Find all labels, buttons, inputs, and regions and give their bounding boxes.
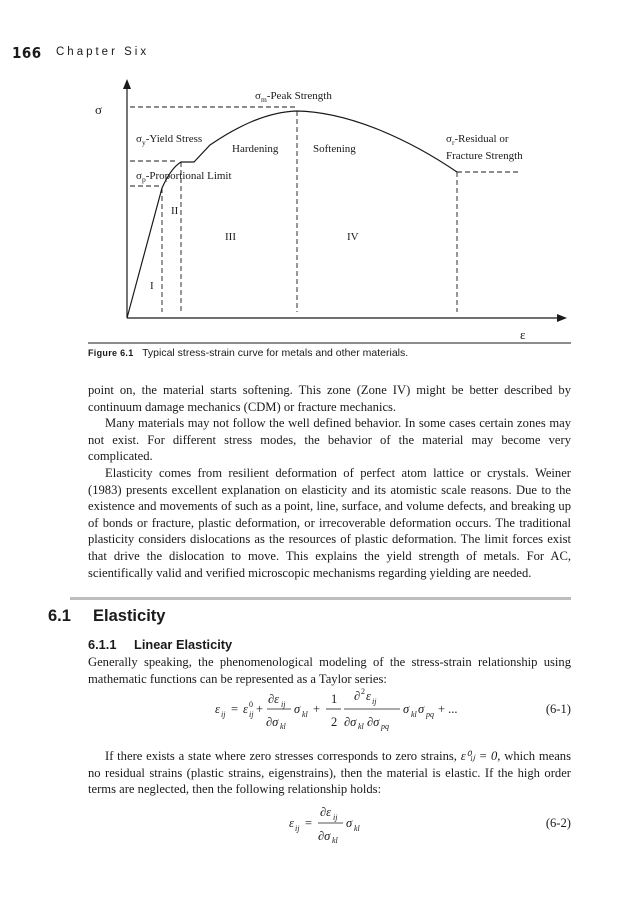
svg-text:2: 2 [361,687,365,696]
svg-text:0: 0 [249,700,253,709]
svg-text:kl: kl [280,722,286,731]
svg-text:σ: σ [294,702,301,716]
equation-6-2 [0,800,621,848]
stress-strain-figure [0,0,621,360]
svg-text:=: = [305,816,313,830]
softening-label: Softening [313,143,356,155]
taylor-intro-paragraph: Generally speaking, the phenomenological modeling of the stress-strain relationship using mathematic functions can be represented as a Taylor series: [88,655,571,686]
epsilon-axis-arrow [557,314,567,322]
subsection-title: Linear Elasticity [134,637,233,652]
page-number: 166 [12,44,42,62]
svg-text:kl: kl [411,710,417,719]
svg-text:∂σ: ∂σ [367,715,380,729]
section-title: Elasticity [93,607,166,625]
elastic-condition-paragraph: If there exists a state where zero stresses corresponds to zero strains, ε⁰ᵢⱼ = 0, which means no residual strains (plastic strains, eigenstrains), then the material is elastic. If the high order terms are neglected, then the following relationship holds: [88,749,572,797]
paragraph-3: Elasticity comes from resilient deformation of perfect atom lattice or crystals. Weiner (1983) presents excellent explanation on elasticity and its atomistic scale reasons. Due to the existence and movements of such as a point, line, surface, and volume defects, and breaking up of bonds or fracture, plastic deformation, or irrecoverable deformation occurs. The traditional plasticity considers dislocations as the resources of plastic deformation. The limit forces exist that drive the dislocation to move. This explains the yield strength of metals. For AC, scientifically valid and verified microscopic mechanisms regarding yielding are needed. [88,465,571,580]
svg-text:ij: ij [221,710,226,719]
taylor-intro-text [88,654,571,687]
svg-text:∂: ∂ [354,689,361,703]
svg-text:+: + [313,702,321,716]
paragraph-1: point on, the material starts softening. This zone (Zone IV) might be better described by continuum damage mechanics (CDM) or fracture mechanics. [88,383,571,414]
hardening-label: Hardening [232,143,279,155]
svg-text:ij: ij [295,824,300,833]
elastic-condition-text [88,748,571,798]
svg-text:ε: ε [215,702,220,716]
body-text [88,382,571,581]
svg-text:ij: ij [281,700,286,709]
zero-strain-condition: ε⁰ᵢⱼ = 0, [460,749,501,763]
epsilon-axis-label: ε [520,327,526,342]
svg-text:ε: ε [243,702,248,716]
svg-text:kl: kl [358,722,364,731]
svg-text:∂σ: ∂σ [344,715,357,729]
sigma-axis-arrow [123,79,131,89]
equation-6-1 [0,686,621,732]
zone-label-2: II [171,205,179,217]
svg-text:ij: ij [372,697,377,706]
section-number: 6.1 [48,607,71,625]
svg-text:ij: ij [249,710,254,719]
svg-text:+ ...: + ... [438,702,458,716]
svg-text:1: 1 [331,692,338,706]
section-heading [48,607,165,626]
svg-text:ij: ij [333,813,338,822]
svg-text:∂σ: ∂σ [266,715,279,729]
svg-text:+: + [256,702,264,716]
svg-text:σ: σ [346,816,353,830]
figure-caption-label: Figure 6.1 [88,348,134,358]
peak-strength-label: $\sigma_m$-Peak Strength [255,90,332,104]
svg-text:kl: kl [354,824,360,833]
svg-text:=: = [231,702,239,716]
yield-stress-label: $\sigma_y$-Yield Stress [136,133,203,147]
residual-strength-label-line2: Fracture Strength [446,150,523,162]
svg-text:pq: pq [426,710,434,719]
zone-label-3: III [225,231,236,243]
figure-caption-text: Typical stress-strain curve for metals and other materials. [142,347,409,359]
proportional-limit-label: $\sigma_p$-Proportional Limit [136,170,232,184]
svg-text:∂ε: ∂ε [268,692,280,706]
subsection-heading [88,637,232,652]
svg-text:∂ε: ∂ε [320,805,332,819]
svg-text:∂σ: ∂σ [318,829,331,843]
subsection-number: 6.1.1 [88,637,117,652]
equation-6-2-number: (6-2) [545,816,571,830]
sigma-axis-label: σ [95,102,103,117]
svg-text:2: 2 [331,715,338,729]
svg-text:kl: kl [302,710,308,719]
svg-text:ε: ε [289,816,294,830]
residual-strength-label: $\sigma_r$-Residual or [446,133,509,147]
svg-text:σ: σ [403,702,410,716]
running-header: Chapter Six [56,46,150,58]
section-rule [70,597,571,600]
svg-text:ε: ε [366,689,371,703]
svg-text:pq: pq [381,722,389,731]
paragraph-2: Many materials may not follow the well defined behavior. In some cases certain zones may not exist. For different stress modes, the behavior of the material may become very complicated. [88,416,571,464]
zone-label-4: IV [347,231,359,243]
svg-text:σ: σ [418,702,425,716]
equation-6-1-number: (6-1) [545,702,571,716]
figure-caption [88,347,408,359]
zone-label-1: I [150,280,154,292]
svg-text:kl: kl [332,836,338,845]
